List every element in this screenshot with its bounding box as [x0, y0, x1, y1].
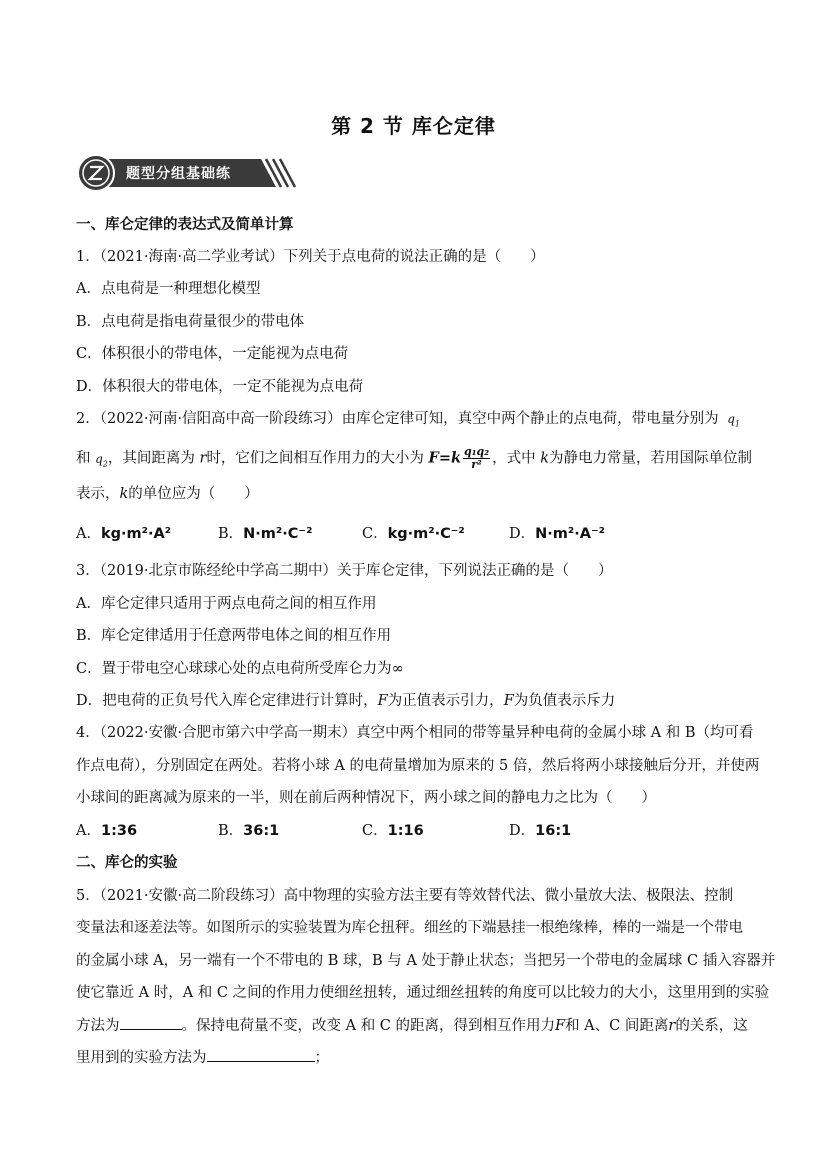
q2-option-c: C．kg·m²·C⁻² — [362, 526, 465, 542]
q5-line-3: 的金属小球 A，另一端有一个不带电的 B 球，B 与 A 处于静止状态；当把另一个带电的金属球 C 插入容器并 — [76, 953, 776, 969]
section-banner — [76, 153, 296, 193]
q1-option-b: B．点电荷是指电荷量很少的带电体 — [76, 314, 305, 330]
q2-option-a: A．kg·m²·A² — [76, 526, 172, 542]
coulomb-formula: F=k $\frac{\text{q₁q₂}}{\text{r²}}$ — [428, 445, 490, 471]
q4-line-1: 4．（2022·安徽·合肥市第六中学高一期末）真空中两个相同的带等量异种电荷的金属小球 A 和 B（均可看 — [76, 725, 754, 741]
section-heading-2: 二、库仑的实验 — [76, 855, 178, 871]
answer-blank-2[interactable] — [207, 1061, 315, 1062]
q2-option-b: B．N·m²·C⁻² — [218, 526, 313, 542]
q4-option-a: A．1:36 — [76, 823, 138, 839]
answer-blank-1[interactable] — [120, 1029, 182, 1030]
q4-option-c: C．1:16 — [362, 823, 424, 839]
q3-option-a: A．库仑定律只适用于两点电荷之间的相互作用 — [76, 596, 377, 612]
q3-option-c: C．置于带电空心球球心处的点电荷所受库仑力为∞ — [76, 661, 404, 677]
q2-option-d: D．N·m²·A⁻² — [509, 526, 605, 542]
q5-line-2: 变量法和逐差法等。如图所示的实验装置为库仑扭秤。细丝的下端悬挂一根绝缘棒，棒的一端是一个带电 — [76, 920, 743, 936]
q5-line-5: 方法为 。保持电荷量不变，改变 A 和 C 的距离，得到相互作用力F和 A、C 间距离r的关系，这 — [76, 1018, 748, 1034]
q1-option-c: C．体积很小的带电体，一定能视为点电荷 — [76, 346, 349, 362]
q5-line-1: 5．（2021·安徽·高二阶段练习）高中物理的实验方法主要有等效替代法、微小量放大法、极限法、控制 — [76, 888, 734, 904]
q4-line-3: 小球间的距离减为原来的一半，则在前后两种情况下，两小球之间的静电力之比为（ ） — [76, 790, 656, 806]
q4-option-b: B．36:1 — [218, 823, 280, 839]
q4-line-2: 作点电荷），分别固定在两处。若将小球 A 的电荷量增加为原来的 5 倍，然后将两小球接触后分开，并使两 — [76, 758, 760, 774]
q1-option-a: A．点电荷是一种理想化模型 — [76, 281, 261, 297]
q3-stem: 3．（2019·北京市陈经纶中学高二期中）关于库仑定律，下列说法正确的是（ ） — [76, 563, 613, 579]
q3-option-b: B．库仑定律适用于任意两带电体之间的相互作用 — [76, 628, 392, 644]
q5-line-4: 使它靠近 A 时，A 和 C 之间的作用力使细丝扭转，通过细丝扭转的角度可以比较力的大小，这里用到的实验 — [76, 985, 770, 1001]
banner-label: 题型分组基础练 — [126, 166, 231, 182]
section-heading-1: 一、库仑定律的表达式及简单计算 — [76, 217, 294, 233]
q2-line-2: 和 $q_2$，其间距离为 r时，它们之间相互作用力的大小为 F=k $\frac{\text{q₁q₂}}{\text{r²}}$ ，式中 k为静电力常量，若用国际单位制 — [76, 445, 752, 471]
q1-option-d: D．体积很大的带电体，一定不能视为点电荷 — [76, 379, 364, 395]
q1-stem: 1．（2021·海南·高二学业考试）下列关于点电荷的说法正确的是（ ） — [76, 249, 545, 265]
q3-option-d: D．把电荷的正负号代入库仑定律进行计算时，F为正值表示引力，F为负值表示斥力 — [76, 693, 616, 709]
q2-line-3: 表示，k的单位应为（ ） — [76, 486, 259, 502]
page-title: 第 2 节 库仑定律 — [331, 114, 496, 138]
q2-line-1: 2．（2022·河南·信阳高中高一阶段练习）由库仑定律可知，真空中两个静止的点电荷，带电量分别为 $q_1$ — [76, 411, 740, 429]
q4-option-d: D．16:1 — [509, 823, 572, 839]
q5-line-6: 里用到的实验方法为 ； — [76, 1050, 329, 1066]
